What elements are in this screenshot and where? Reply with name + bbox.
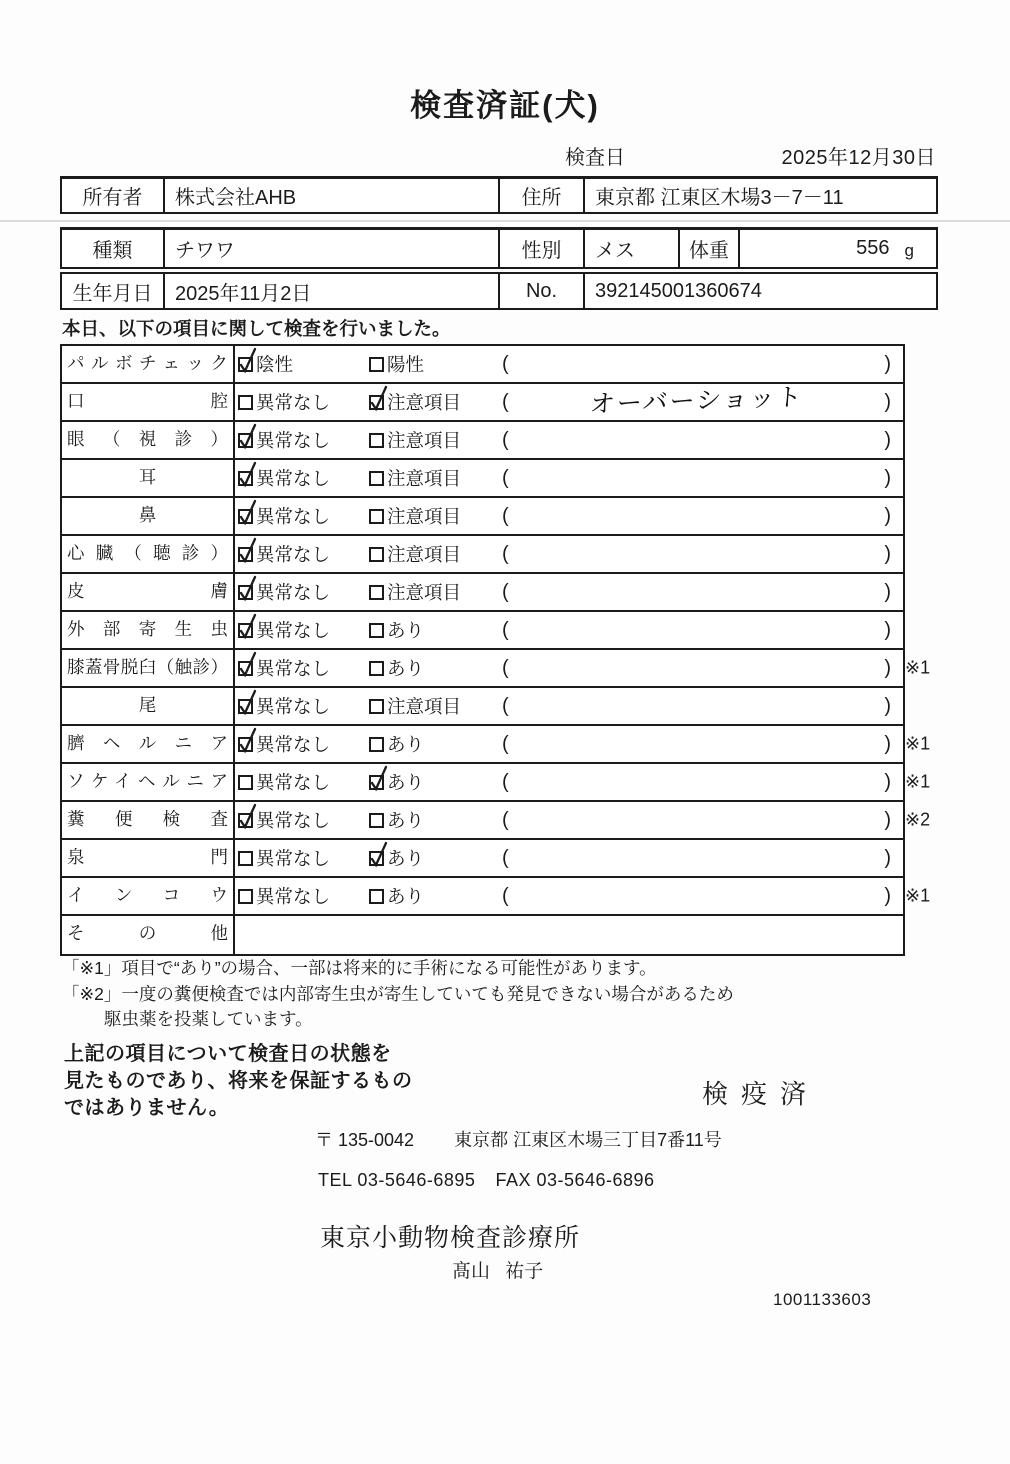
check-option xyxy=(369,693,500,719)
handwritten-note xyxy=(509,354,884,367)
checkmark-icon xyxy=(369,775,384,790)
checkmark-icon xyxy=(238,547,253,562)
check-option xyxy=(238,465,369,491)
option-label: 異常なし xyxy=(256,848,331,869)
inspection-row-content xyxy=(235,878,903,914)
paren-open: ( xyxy=(502,656,509,679)
footnote-line: 「※2」一度の糞便検査では内部寄生虫が寄生していても発見できない場合があるため xyxy=(62,983,734,1004)
checkmark-icon xyxy=(369,851,384,866)
option-label: 陽性 xyxy=(387,354,425,375)
option-label: 注意項目 xyxy=(387,582,462,603)
checkbox xyxy=(238,851,253,866)
inspection-row xyxy=(62,726,931,764)
inspection-item-label: 心臓（聴診） xyxy=(62,536,235,572)
paren-close: ) xyxy=(884,618,891,641)
checkbox xyxy=(369,509,384,524)
paren-open: ( xyxy=(502,846,509,869)
handwritten-note: オーバーショット xyxy=(588,383,805,419)
birthdate-value: 2025年11月2日 xyxy=(165,274,500,308)
handwritten-note xyxy=(509,772,884,785)
check-option xyxy=(238,807,369,833)
check-option xyxy=(369,427,500,453)
checkbox xyxy=(238,699,253,714)
paren-close: ) xyxy=(884,466,891,489)
inspection-row-content xyxy=(235,688,903,724)
checkmark-icon xyxy=(238,623,253,638)
sex-value: メス xyxy=(585,230,680,267)
inspection-date-row xyxy=(0,141,938,167)
paren-open: ( xyxy=(502,884,509,907)
handwritten-note xyxy=(509,582,884,595)
checkbox xyxy=(238,889,253,904)
check-option xyxy=(369,807,500,833)
disclaimer-line: ではありません。 xyxy=(64,1097,230,1119)
inspection-item-label: 糞便検査 xyxy=(62,802,235,838)
footnotes xyxy=(62,956,734,1033)
check-option xyxy=(369,731,500,757)
option-label: 注意項目 xyxy=(387,696,462,717)
owner-value: 株式会社AHB xyxy=(165,179,500,212)
check-option xyxy=(369,845,500,871)
check-option xyxy=(238,503,369,529)
option-label: 異常なし xyxy=(256,392,331,413)
document-title: 検査済証(犬) xyxy=(410,88,600,123)
paren-open: ( xyxy=(502,542,509,565)
inspection-item-label: その他 xyxy=(62,916,235,954)
checkbox xyxy=(369,737,384,752)
option-label: 異常なし xyxy=(256,506,331,527)
checkbox xyxy=(369,661,384,676)
birthdate-label: 生年月日 xyxy=(62,274,165,308)
paren-close: ) xyxy=(884,352,891,375)
checkbox xyxy=(369,357,384,372)
inspection-item-label: 口腔 xyxy=(62,384,235,420)
check-option xyxy=(369,769,500,795)
inspection-item-label: インコウ xyxy=(62,878,235,914)
check-option xyxy=(369,351,500,377)
option-label: 異常なし xyxy=(256,468,331,489)
inspection-row xyxy=(62,650,931,688)
inspection-row xyxy=(62,612,903,650)
check-option xyxy=(369,541,500,567)
breed-label: 種類 xyxy=(62,230,165,267)
footnote-mark: ※1 xyxy=(905,885,931,906)
option-label: 注意項目 xyxy=(387,392,462,413)
inspection-table xyxy=(60,344,931,956)
option-label: 異常なし xyxy=(256,582,331,603)
clinic-name: 東京小動物検査診療所 xyxy=(320,1224,581,1252)
inspection-row-content xyxy=(235,422,903,458)
paren-close: ) xyxy=(884,542,891,565)
checkbox xyxy=(369,889,384,904)
checkmark-icon xyxy=(238,699,253,714)
option-label: あり xyxy=(387,810,425,831)
paren-open: ( xyxy=(502,732,509,755)
paren-open: ( xyxy=(502,618,509,641)
clinic-tel-line xyxy=(318,1170,655,1191)
option-label: 異常なし xyxy=(256,734,331,755)
inspection-row-content xyxy=(235,498,903,534)
paren-open: ( xyxy=(502,770,509,793)
clinic-fax: FAX 03-5646-6896 xyxy=(495,1170,655,1190)
check-option xyxy=(238,769,369,795)
address-value: 東京都 江東区木場3－7－11 xyxy=(595,187,844,209)
disclaimer-line: 見たものであり、将来を保証するもの xyxy=(64,1070,413,1092)
inspection-item-label: 泉門 xyxy=(62,840,235,876)
check-option xyxy=(238,389,369,415)
document-number: 1001133603 xyxy=(773,1290,872,1309)
check-option xyxy=(369,579,500,605)
paren-open: ( xyxy=(502,694,509,717)
inspection-row-content xyxy=(235,650,903,686)
checkmark-icon xyxy=(238,433,253,448)
checkbox xyxy=(238,433,253,448)
check-option xyxy=(238,731,369,757)
inspection-item-label: 膝蓋骨脱臼（触診） xyxy=(62,650,235,686)
checkbox xyxy=(369,851,384,866)
checkmark-icon xyxy=(238,737,253,752)
check-option xyxy=(369,503,500,529)
inspection-item-label: 臍ヘルニア xyxy=(62,726,235,762)
check-option xyxy=(369,465,500,491)
footnote-line: 駆虫薬を投薬しています。 xyxy=(104,1009,313,1029)
footnote-mark: ※1 xyxy=(905,657,931,678)
inspection-row-content xyxy=(235,536,903,572)
checkbox xyxy=(238,509,253,524)
vet-name: 髙山 祐子 xyxy=(452,1261,544,1282)
check-option xyxy=(369,617,500,643)
checkbox xyxy=(369,623,384,638)
paren-close: ) xyxy=(884,694,891,717)
check-option xyxy=(238,541,369,567)
checkbox xyxy=(238,547,253,562)
option-label: あり xyxy=(387,886,425,907)
sex-label: 性別 xyxy=(500,230,585,267)
paren-open: ( xyxy=(502,428,509,451)
paren-close: ) xyxy=(884,846,891,869)
checkbox xyxy=(369,471,384,486)
owner-label: 所有者 xyxy=(62,179,165,212)
paren-open: ( xyxy=(502,352,509,375)
paren-open: ( xyxy=(502,466,509,489)
check-option xyxy=(238,579,369,605)
checkbox xyxy=(238,661,253,676)
check-option xyxy=(238,883,369,909)
handwritten-note xyxy=(509,430,884,443)
weight-value: 556 xyxy=(856,237,890,259)
inspection-row xyxy=(62,840,903,878)
intro-text: 本日、以下の項目に関して検査を行いました。 xyxy=(62,318,451,339)
owner-info-table xyxy=(60,176,938,214)
inspection-item-label: 皮膚 xyxy=(62,574,235,610)
inspection-row xyxy=(62,764,931,802)
option-label: あり xyxy=(387,734,425,755)
option-label: 異常なし xyxy=(256,620,331,641)
footnote-line: 「※1」項目で“あり”の場合、一部は将来的に手術になる可能性があります。 xyxy=(62,958,657,978)
handwritten-note xyxy=(509,848,884,861)
checkmark-icon xyxy=(238,585,253,600)
option-label: 注意項目 xyxy=(387,468,462,489)
clinic-address: 東京都 江東区木場三丁目7番11号 xyxy=(454,1130,722,1150)
checkbox xyxy=(369,813,384,828)
inspection-row xyxy=(62,384,903,422)
handwritten-note xyxy=(509,468,884,481)
handwritten-note xyxy=(509,734,884,747)
option-label: あり xyxy=(387,772,425,793)
birthdate-info-table xyxy=(60,272,938,310)
handwritten-note xyxy=(509,620,884,633)
paren-close: ) xyxy=(884,390,891,413)
checkbox xyxy=(238,395,253,410)
paren-open: ( xyxy=(502,808,509,831)
scan-artifact-line xyxy=(0,220,1010,222)
inspection-row xyxy=(62,536,903,574)
address-label: 住所 xyxy=(500,179,585,212)
inspection-item-label: 耳 xyxy=(62,460,235,496)
microchip-no-label: No. xyxy=(500,274,585,308)
handwritten-note xyxy=(509,810,884,823)
checkbox xyxy=(369,585,384,600)
quarantine-stamp: 検疫済 xyxy=(702,1079,820,1109)
disclaimer xyxy=(64,1041,413,1122)
inspection-row-content xyxy=(235,726,903,762)
checkbox xyxy=(238,775,253,790)
handwritten-note xyxy=(509,658,884,671)
checkbox xyxy=(369,547,384,562)
option-label: 陰性 xyxy=(256,354,294,375)
inspection-row xyxy=(62,878,931,916)
inspection-row xyxy=(62,802,931,840)
weight-label: 体重 xyxy=(680,230,740,267)
check-option xyxy=(238,693,369,719)
checkmark-icon xyxy=(238,357,253,372)
paren-open: ( xyxy=(502,504,509,527)
inspection-row xyxy=(62,422,903,460)
microchip-no-value: 392145001360674 xyxy=(595,279,762,302)
option-label: 異常なし xyxy=(256,430,331,451)
handwritten-note xyxy=(509,544,884,557)
paren-open: ( xyxy=(502,580,509,603)
inspection-item-label: 鼻 xyxy=(62,498,235,534)
checkbox xyxy=(369,699,384,714)
inspection-row-content xyxy=(235,840,903,876)
disclaimer-line: 上記の項目について検査日の状態を xyxy=(64,1043,392,1065)
inspection-row-content xyxy=(235,802,903,838)
check-option xyxy=(238,845,369,871)
option-label: 注意項目 xyxy=(387,544,462,565)
footnote-mark: ※2 xyxy=(905,809,931,830)
clinic-postal-code: 〒 135-0042 xyxy=(315,1130,415,1150)
clinic-tel: TEL 03-5646-6895 xyxy=(318,1170,476,1190)
paren-close: ) xyxy=(884,580,891,603)
inspection-item-label: パルボチェック xyxy=(62,346,235,382)
inspection-row-content xyxy=(235,764,903,800)
paren-close: ) xyxy=(884,732,891,755)
checkbox xyxy=(238,471,253,486)
option-label: 異常なし xyxy=(256,696,331,717)
checkbox xyxy=(369,395,384,410)
option-label: あり xyxy=(387,620,425,641)
inspection-row-content xyxy=(235,612,903,648)
paren-close: ) xyxy=(884,428,891,451)
paren-close: ) xyxy=(884,808,891,831)
inspection-row-content xyxy=(235,574,903,610)
paren-close: ) xyxy=(884,884,891,907)
option-label: 異常なし xyxy=(256,772,331,793)
handwritten-note xyxy=(509,886,884,899)
inspection-date-value: 2025年12月30日 xyxy=(781,147,936,169)
checkmark-icon xyxy=(238,471,253,486)
option-label: 異常なし xyxy=(256,886,331,907)
clinic-postal-line xyxy=(315,1126,722,1152)
checkmark-icon xyxy=(238,813,253,828)
paren-close: ) xyxy=(884,656,891,679)
inspection-date-label: 検査日 xyxy=(565,147,625,169)
checkbox xyxy=(238,737,253,752)
checkbox xyxy=(238,813,253,828)
option-label: あり xyxy=(387,848,425,869)
paren-open: ( xyxy=(502,390,509,413)
breed-info-table xyxy=(60,227,938,269)
option-label: 注意項目 xyxy=(387,430,462,451)
option-label: 異常なし xyxy=(256,658,331,679)
handwritten-note xyxy=(509,696,884,709)
paren-close: ) xyxy=(884,504,891,527)
checkmark-icon xyxy=(238,661,253,676)
option-label: あり xyxy=(387,658,425,679)
option-label: 異常なし xyxy=(256,810,331,831)
checkbox xyxy=(369,775,384,790)
weight-unit: g xyxy=(904,240,914,260)
check-option xyxy=(238,427,369,453)
paren-close: ) xyxy=(884,770,891,793)
inspection-item-label: 尾 xyxy=(62,688,235,724)
inspection-row xyxy=(62,916,903,954)
check-option xyxy=(369,389,500,415)
inspection-item-label: 眼（視診） xyxy=(62,422,235,458)
handwritten-note xyxy=(509,506,884,519)
inspection-item-label: 外部寄生虫 xyxy=(62,612,235,648)
breed-value: チワワ xyxy=(165,230,500,267)
footnote-mark: ※1 xyxy=(905,771,931,792)
check-option xyxy=(238,351,369,377)
checkbox xyxy=(369,433,384,448)
weight-value-cell xyxy=(740,230,936,267)
inspection-row xyxy=(62,688,903,726)
checkbox xyxy=(238,585,253,600)
inspection-row-content xyxy=(235,916,903,954)
checkbox xyxy=(238,357,253,372)
checkmark-icon xyxy=(369,395,384,410)
checkbox xyxy=(238,623,253,638)
check-option xyxy=(369,655,500,681)
handwritten-note xyxy=(509,925,884,938)
inspection-row xyxy=(62,574,903,612)
inspection-row-content xyxy=(235,460,903,496)
footnote-mark: ※1 xyxy=(905,733,931,754)
check-option xyxy=(369,883,500,909)
check-option xyxy=(238,655,369,681)
option-label: 注意項目 xyxy=(387,506,462,527)
check-option xyxy=(238,617,369,643)
inspection-item-label: ソケイヘルニア xyxy=(62,764,235,800)
inspection-row xyxy=(62,460,903,498)
option-label: 異常なし xyxy=(256,544,331,565)
inspection-row-content xyxy=(235,384,903,420)
checkmark-icon xyxy=(238,509,253,524)
inspection-row xyxy=(62,498,903,536)
